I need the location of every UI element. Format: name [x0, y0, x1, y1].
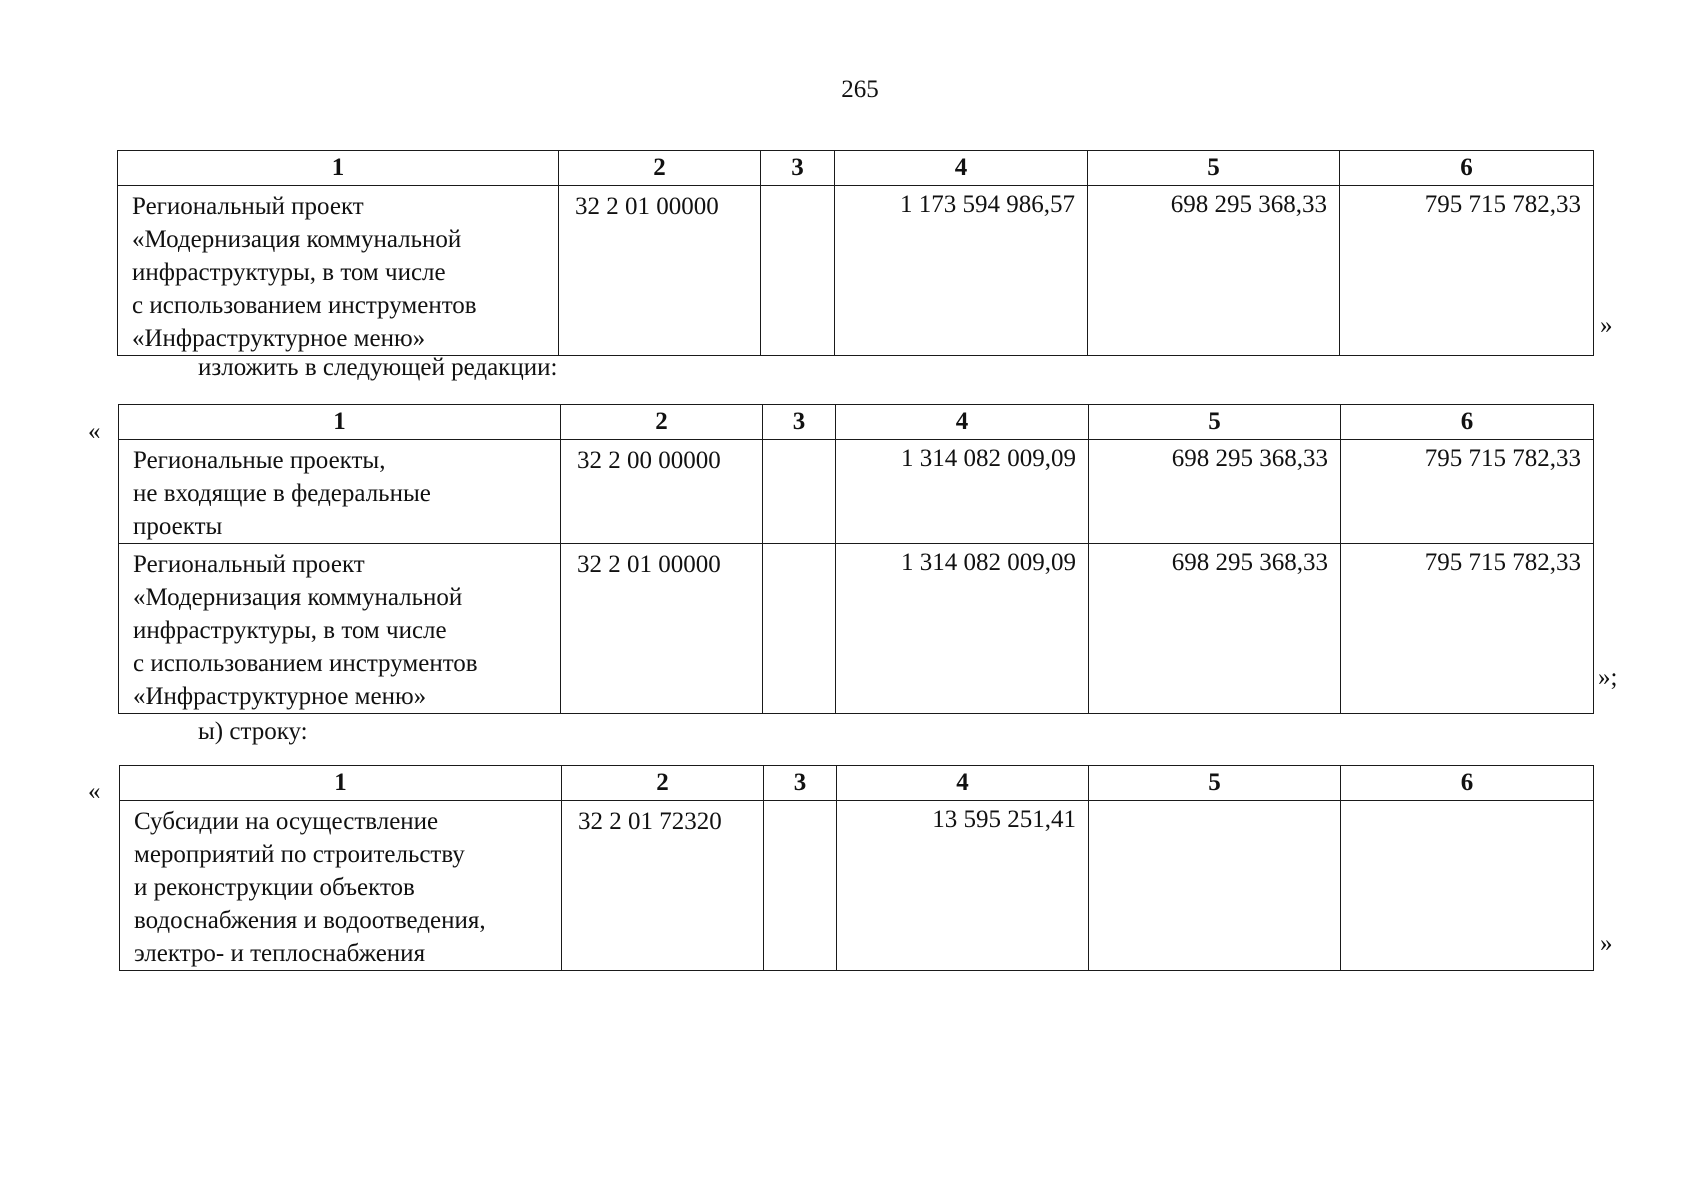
row-amount-col4: 1 173 594 986,57 [835, 186, 1088, 356]
row-name-line: «Инфраструктурное меню» [133, 683, 427, 710]
column-header-1: 1 [119, 405, 561, 440]
row-name-line: «Модернизация коммунальной [133, 584, 463, 611]
column-header-5: 5 [1089, 766, 1341, 801]
row-amount-col4: 1 314 082 009,09 [836, 440, 1089, 544]
column-header-4: 4 [837, 766, 1089, 801]
row-amount-col5: 698 295 368,33 [1088, 186, 1340, 356]
row-amount-col6: 795 715 782,33 [1341, 440, 1594, 544]
row-name-line: Субсидии на осуществление [134, 808, 439, 835]
page-number: 265 [841, 76, 879, 103]
closing-quote-mark: » [1600, 930, 1613, 957]
column-header-1: 1 [118, 151, 559, 186]
row-name-line: инфраструктуры, в том числе [133, 617, 447, 644]
row-code-cell: 32 2 01 00000 [559, 186, 761, 356]
column-header-4: 4 [835, 151, 1088, 186]
column-header-6: 6 [1341, 405, 1594, 440]
row-amount-col4: 13 595 251,41 [837, 801, 1089, 971]
row-name-line: инфраструктуры, в том числе [132, 259, 446, 286]
row-name-line: с использованием инструментов [133, 650, 478, 677]
closing-quote-mark: »; [1598, 664, 1618, 691]
row-name-line: электро- и теплоснабжения [134, 940, 426, 967]
row-amount-col4: 1 314 082 009,09 [836, 544, 1089, 714]
row-name-line: Региональные проекты, [133, 447, 386, 474]
row-name-cell [119, 440, 561, 544]
row-amount-col6: 795 715 782,33 [1340, 186, 1594, 356]
column-header-5: 5 [1089, 405, 1341, 440]
column-header-3: 3 [763, 405, 836, 440]
column-header-3: 3 [761, 151, 835, 186]
column-header-5: 5 [1088, 151, 1340, 186]
row-name-cell [118, 186, 559, 356]
row-amount-col5: 698 295 368,33 [1089, 544, 1341, 714]
table-header-row [118, 151, 1594, 186]
table-header-row [120, 766, 1594, 801]
table-header-row [119, 405, 1594, 440]
row-name-line: водоснабжения и водоотведения, [134, 907, 486, 934]
opening-quote-mark: « [88, 778, 101, 805]
row-col3-cell [761, 186, 835, 356]
opening-quote-mark: « [88, 418, 101, 445]
instruction-text: изложить в следующей редакции: [198, 354, 558, 381]
row-name-line: и реконструкции объектов [134, 874, 415, 901]
row-code-cell: 32 2 00 00000 [561, 440, 763, 544]
row-amount-col6 [1341, 801, 1594, 971]
row-name-line: с использованием инструментов [132, 292, 477, 319]
row-name-cell [120, 801, 562, 971]
column-header-2: 2 [559, 151, 761, 186]
row-col3-cell [763, 544, 836, 714]
row-name-cell [119, 544, 561, 714]
column-header-6: 6 [1341, 766, 1594, 801]
budget-table-new-rows [118, 404, 1594, 714]
row-name-line: проекты [133, 513, 223, 540]
column-header-2: 2 [562, 766, 764, 801]
row-amount-col5 [1089, 801, 1341, 971]
instruction-text: ы) строку: [198, 718, 308, 745]
row-amount-col6: 795 715 782,33 [1341, 544, 1594, 714]
closing-quote-mark: » [1600, 312, 1613, 339]
row-code-cell: 32 2 01 72320 [562, 801, 764, 971]
row-name-line: Региональный проект [132, 193, 364, 220]
row-col3-cell [763, 440, 836, 544]
budget-table-subsidy-row [119, 765, 1594, 971]
column-header-6: 6 [1340, 151, 1594, 186]
table-row [118, 186, 1594, 356]
row-name-line: Региональный проект [133, 551, 365, 578]
row-name-line: не входящие в федеральные [133, 480, 431, 507]
row-name-line: «Инфраструктурное меню» [132, 325, 426, 352]
column-header-3: 3 [764, 766, 837, 801]
column-header-2: 2 [561, 405, 763, 440]
row-col3-cell [764, 801, 837, 971]
table-row [119, 440, 1594, 544]
row-code-cell: 32 2 01 00000 [561, 544, 763, 714]
row-name-line: мероприятий по строительству [134, 841, 465, 868]
column-header-4: 4 [836, 405, 1089, 440]
table-row [120, 801, 1594, 971]
row-name-line: «Модернизация коммунальной [132, 226, 462, 253]
budget-table-old-row [117, 150, 1594, 356]
column-header-1: 1 [120, 766, 562, 801]
row-amount-col5: 698 295 368,33 [1089, 440, 1341, 544]
table-row [119, 544, 1594, 714]
